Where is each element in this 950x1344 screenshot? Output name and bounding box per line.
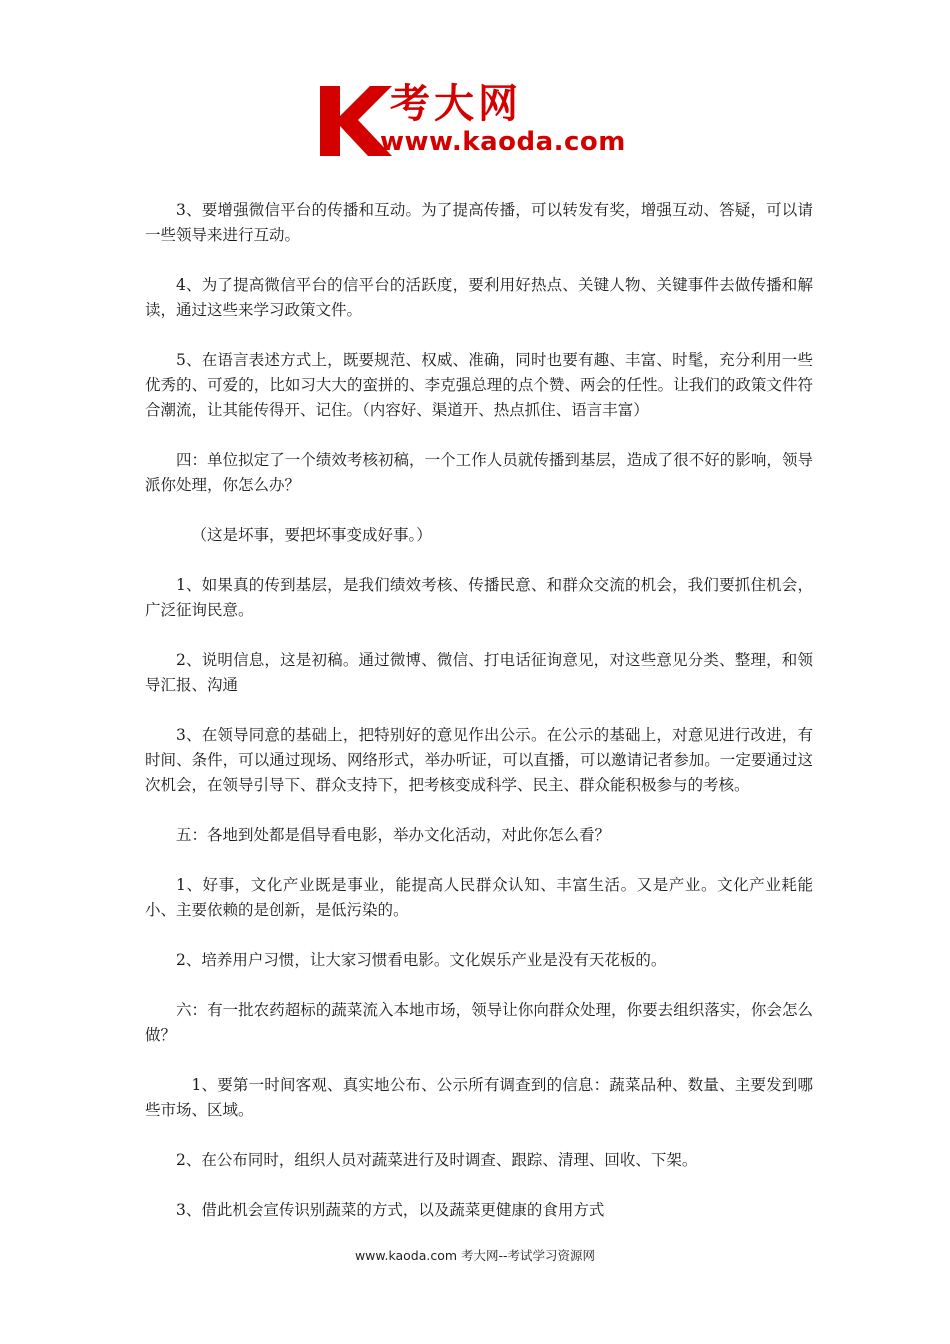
logo-chinese-name: 考大网: [390, 81, 522, 127]
page-footer: www.kaoda.com 考大网--考试学习资源网: [354, 1248, 596, 1263]
paragraph: 1、要第一时间客观、真实地公布、公示所有调查到的信息：蔬菜品种、数量、主要发到哪些市场、区域。: [145, 1076, 813, 1119]
question-heading: 五：各地到处都是倡导看电影，举办文化活动，对此你怎么看？: [176, 826, 611, 844]
paragraph: 4、为了提高微信平台的信平台的活跃度，要利用好热点、关键人物、关键事件去做传播和解读，通过这些来学习政策文件。: [145, 276, 813, 319]
paragraph: （这是坏事，要把坏事变成好事。）: [191, 526, 432, 544]
paragraph: 3、借此机会宣传识别蔬菜的方式，以及蔬菜更健康的食用方式: [176, 1201, 605, 1219]
paragraph: 5、在语言表述方式上，既要规范、权威、准确，同时也要有趣、丰富、时髦，充分利用一些优秀的、可爱的，比如习大大的蛮拼的、李克强总理的点个赞、两会的任性。让我们的政策文件符合潮流，让其能传得开、记住。（内容好、渠道开、热点抓住、语言丰富）: [145, 351, 813, 419]
paragraph: 3、要增强微信平台的传播和互动。为了提高传播，可以转发有奖，增强互动、答疑，可以请一些领导来进行互动。: [145, 201, 813, 244]
site-logo: [318, 82, 638, 158]
question-heading: 四：单位拟定了一个绩效考核初稿，一个工作人员就传播到基层，造成了很不好的影响，领导派你处理，你怎么办？: [145, 451, 813, 494]
paragraph: 1、好事，文化产业既是事业，能提高人民群众认知、丰富生活。又是产业。文化产业耗能小、主要依赖的是创新，是低污染的。: [145, 876, 813, 919]
question-heading: 六：有一批农药超标的蔬菜流入本地市场，领导让你向群众处理，你要去组织落实，你会怎么做？: [145, 1001, 813, 1044]
paragraph: 3、在领导同意的基础上，把特别好的意见作出公示。在公示的基础上，对意见进行改进，有时间、条件，可以通过现场、网络形式，举办听证，可以直播，可以邀请记者参加。一定要通过这次机会，在领导引导下、群众支持下，把考核变成科学、民主、群众能积极参与的考核。: [145, 726, 813, 794]
paragraph: 2、在公布同时，组织人员对蔬菜进行及时调查、跟踪、清理、回收、下架。: [176, 1151, 698, 1169]
logo-url: www.kaoda.com: [380, 127, 626, 157]
paragraph: 2、培养用户习惯，让大家习惯看电影。文化娱乐产业是没有天花板的。: [176, 951, 667, 969]
paragraph: 1、如果真的传到基层，是我们绩效考核、传播民意、和群众交流的机会，我们要抓住机会，广泛征询民意。: [145, 576, 813, 619]
paragraph: 2、说明信息，这是初稿。通过微博、微信、打电话征询意见，对这些意见分类、整理，和领导汇报、沟通: [145, 651, 813, 694]
document-body: [145, 198, 813, 1248]
